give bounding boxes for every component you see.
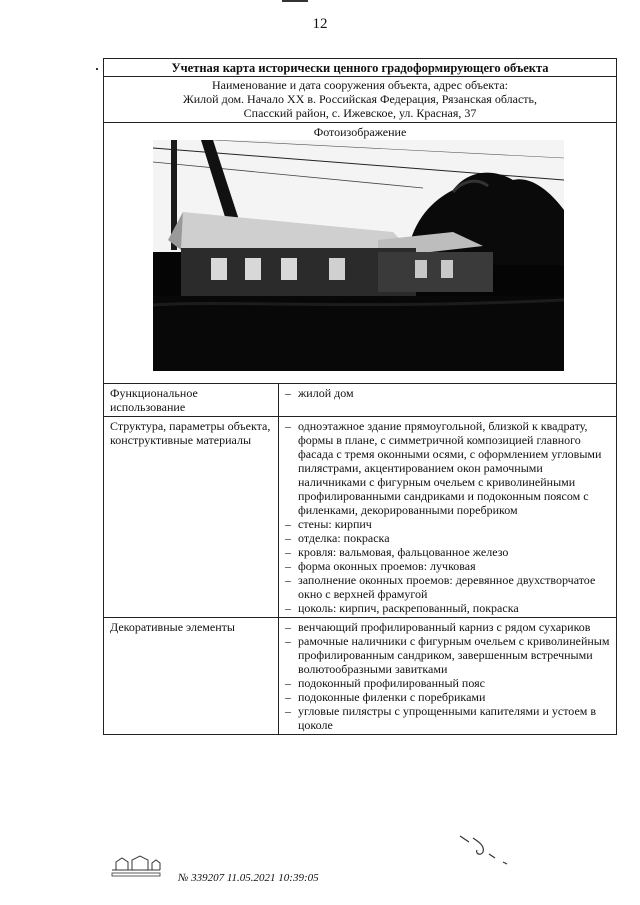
card-title: Учетная карта исторически ценного градоформирующего объекта xyxy=(104,59,617,77)
list-item: – форма оконных проемов: лучковая xyxy=(283,559,612,573)
signature-mark xyxy=(455,828,515,868)
list-item: – венчающий профилированный карниз с рядом сухариков xyxy=(283,620,612,634)
row-decor xyxy=(104,618,617,735)
list-item: – заполнение оконных проемов: деревянное двухстворчатое окно с верхней фрамугой xyxy=(283,573,612,601)
row-label: Декоративные элементы xyxy=(104,618,279,735)
list-item: – цоколь: кирпич, раскрепованный, покраска xyxy=(283,601,612,615)
row-items xyxy=(283,419,612,615)
list-item: – угловые пилястры с упрощенными капителями и устоем в цоколе xyxy=(283,704,612,732)
margin-dot xyxy=(96,68,98,70)
list-item: – подоконные филенки с поребриками xyxy=(283,690,612,704)
list-item: – жилой дом xyxy=(283,386,612,400)
document-id: № 339207 11.05.2021 10:39:05 xyxy=(178,872,319,884)
name-line-1: Жилой дом. Начало XX в. Российская Федерация, Рязанская область, xyxy=(183,92,537,106)
building-photo-image xyxy=(153,140,564,371)
list-item: – одноэтажное здание прямоугольной, близкой к квадрату, формы в плане, с симметричной композицией главного фасада с тремя оконными осями, с оформлением угловыми пилястрами, акцентированием окон рамочными наличниками с фигурным очельем с криволинейными профилированными сандриками и подоконным поясом с филенками, декорированными поребриком xyxy=(283,419,612,517)
row-items xyxy=(283,386,612,400)
list-item: – подоконный профилированный пояс xyxy=(283,676,612,690)
registry-stamp-logo xyxy=(108,852,164,880)
registration-card xyxy=(103,58,617,735)
list-item: – кровля: вальмовая, фальцованное железо xyxy=(283,545,612,559)
row-structure xyxy=(104,417,617,618)
name-header: Наименование и дата сооружения объекта, адрес объекта: xyxy=(211,78,509,92)
page-number: 12 xyxy=(312,16,328,32)
object-name-cell xyxy=(104,77,617,123)
row-label: Функциональное использование xyxy=(104,384,279,417)
top-mark xyxy=(282,0,308,2)
list-item: – рамочные наличники с фигурным очельем с криволинейным профилированным сандриком, завершенным встречными волютообразными завитками xyxy=(283,634,612,676)
list-item: – отделка: покраска xyxy=(283,531,612,545)
list-item: – стены: кирпич xyxy=(283,517,612,531)
photo-cell xyxy=(104,123,617,384)
building-photo xyxy=(153,140,564,371)
row-function xyxy=(104,384,617,417)
name-line-2: Спасский район, с. Ижевское, ул. Красная, 37 xyxy=(243,106,477,120)
row-label: Структура, параметры объекта, конструктивные материалы xyxy=(104,417,279,618)
row-items xyxy=(283,620,612,732)
photo-label: Фотоизображение xyxy=(313,125,407,139)
